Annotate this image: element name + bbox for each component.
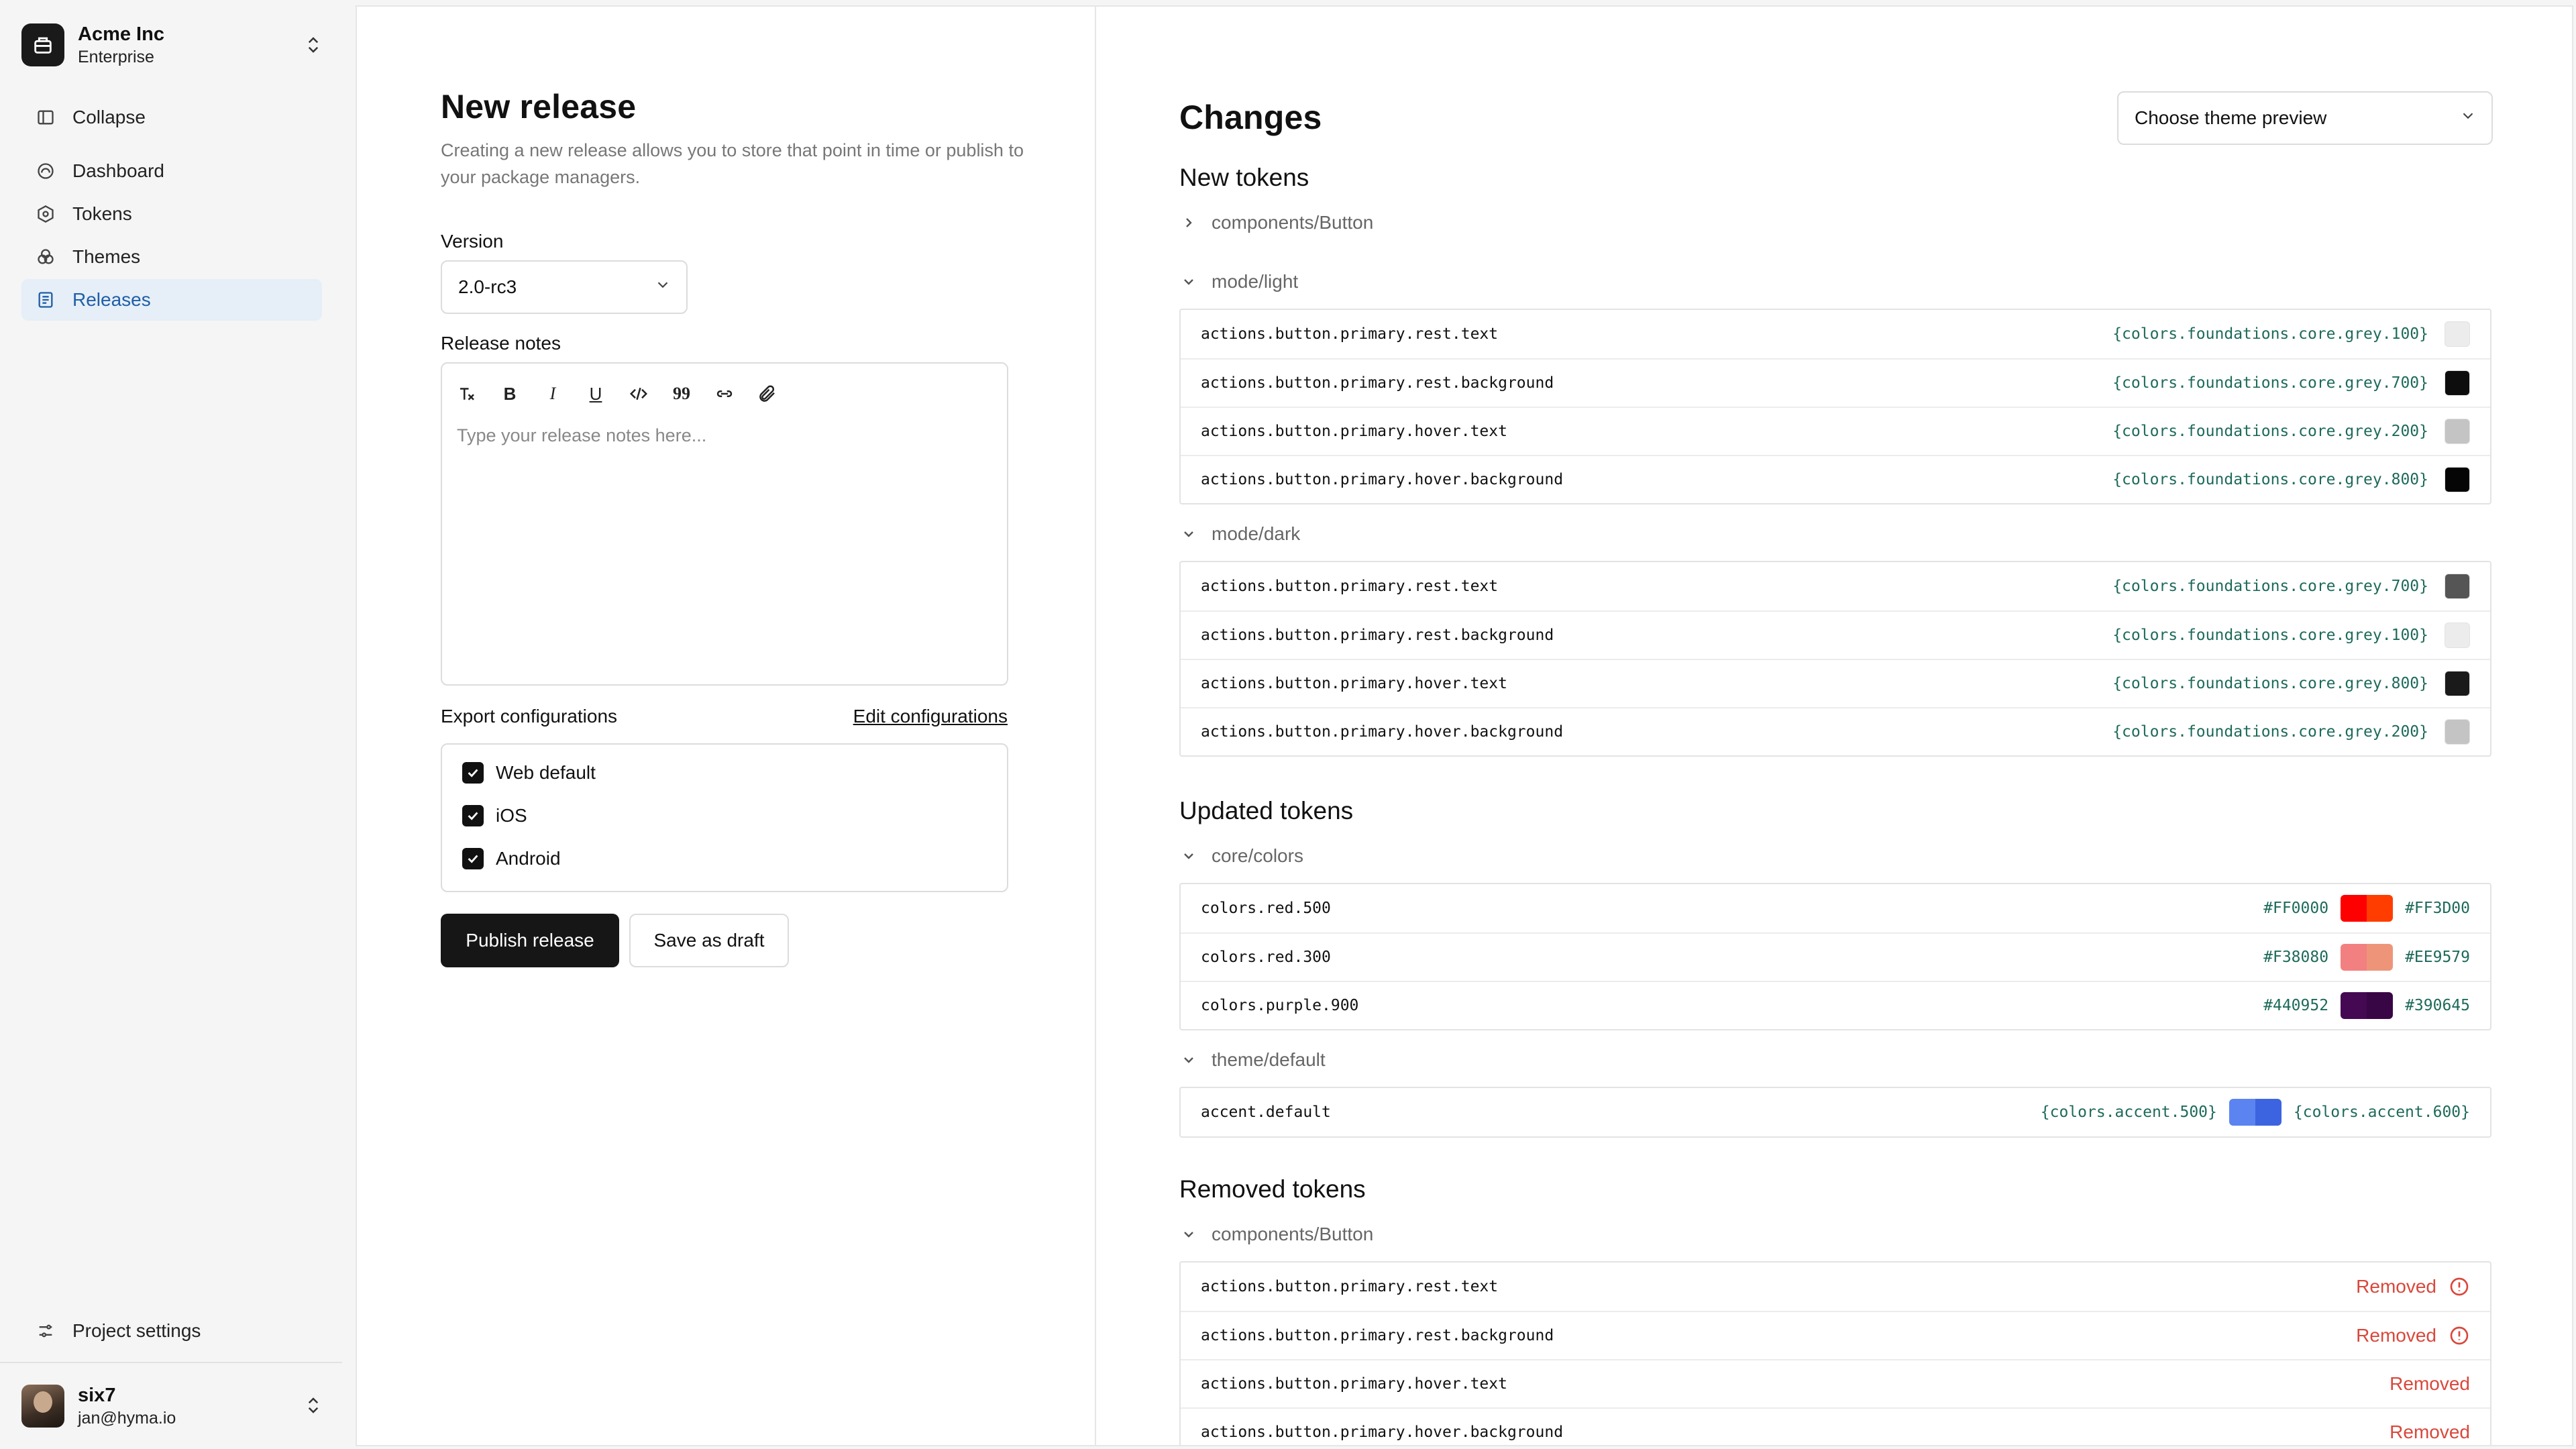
token-name: actions.button.primary.hover.background	[1201, 1424, 1564, 1441]
removed-status: Removed	[2390, 1373, 2470, 1394]
table-row	[1181, 884, 2490, 932]
token-name: actions.button.primary.hover.text	[1201, 423, 1507, 440]
group-name: mode/dark	[1212, 523, 1301, 544]
token-name: actions.button.primary.hover.text	[1201, 675, 1507, 692]
checkbox-checked-icon[interactable]	[462, 805, 484, 826]
token-name: actions.button.primary.rest.background	[1201, 374, 1554, 392]
chevron-down-icon	[1179, 847, 1198, 865]
chevron-updown-icon	[303, 34, 323, 60]
theme-default-table	[1179, 1087, 2491, 1138]
token-name: actions.button.primary.hover.background	[1201, 723, 1564, 741]
token-name: actions.button.primary.rest.text	[1201, 1278, 1499, 1295]
table-row	[1181, 1088, 2490, 1136]
sidebar-item-label: Tokens	[72, 203, 132, 224]
chevron-down-icon	[1179, 1225, 1198, 1244]
table-row	[1181, 562, 2490, 610]
table-row	[1181, 659, 2490, 707]
token-name: actions.button.primary.hover.background	[1201, 471, 1564, 488]
new-value: #EE9579	[2405, 949, 2470, 966]
sidebar-collapse-icon	[35, 107, 56, 128]
color-swatch	[2445, 671, 2470, 696]
notes-placeholder: Type your release notes here...	[457, 425, 707, 445]
save-draft-button[interactable]: Save as draft	[629, 914, 789, 967]
color-swatch	[2445, 574, 2470, 599]
token-name: actions.button.primary.rest.text	[1201, 578, 1499, 595]
edit-configurations-link[interactable]: Edit configurations	[853, 706, 1008, 727]
color-swatch	[2445, 719, 2470, 745]
config-label: Android	[496, 848, 561, 869]
old-value: #FF0000	[2263, 900, 2329, 917]
releases-icon	[35, 289, 56, 311]
avatar	[21, 1385, 64, 1428]
removed-status: Removed	[2390, 1421, 2470, 1442]
checkbox-checked-icon[interactable]	[462, 848, 484, 869]
token-reference: {colors.foundations.core.grey.700}	[2112, 374, 2428, 392]
token-name: accent.default	[1201, 1104, 1331, 1121]
sidebar-item-label: Releases	[72, 289, 151, 310]
sidebar-item-tokens[interactable]	[21, 193, 322, 235]
release-notes-editor[interactable]	[441, 362, 1008, 686]
checkbox-checked-icon[interactable]	[462, 762, 484, 784]
config-android[interactable]	[462, 848, 561, 869]
version-select[interactable]	[441, 260, 688, 314]
collapse-button[interactable]	[21, 97, 322, 138]
user-name: six7	[78, 1385, 116, 1406]
project-settings-button[interactable]	[21, 1310, 322, 1352]
group-mode-dark[interactable]	[1179, 523, 1300, 545]
publish-release-button[interactable]: Publish release	[441, 914, 619, 967]
table-row	[1181, 1311, 2490, 1359]
token-reference: {colors.foundations.core.grey.700}	[2112, 578, 2428, 595]
token-name: actions.button.primary.rest.background	[1201, 627, 1554, 644]
clear-format-icon[interactable]	[455, 382, 478, 405]
new-value: #FF3D00	[2405, 900, 2470, 917]
theme-preview-value: Choose theme preview	[2135, 107, 2327, 128]
token-reference: {colors.foundations.core.grey.200}	[2112, 423, 2428, 440]
group-name: theme/default	[1212, 1049, 1326, 1070]
token-name: colors.purple.900	[1201, 997, 1359, 1014]
token-reference: {colors.foundations.core.grey.200}	[2112, 723, 2428, 741]
color-diff-swatch	[2229, 1099, 2282, 1126]
table-row	[1181, 1407, 2490, 1446]
theme-preview-select[interactable]	[2117, 91, 2493, 145]
color-swatch	[2445, 419, 2470, 444]
changes-panel	[1095, 5, 2573, 1446]
user-email: jan@hyma.io	[78, 1409, 176, 1428]
warning-icon[interactable]	[2449, 1325, 2470, 1346]
table-row	[1181, 1263, 2490, 1311]
old-value: {colors.accent.500}	[2040, 1104, 2217, 1121]
link-icon[interactable]	[713, 382, 736, 405]
warning-icon[interactable]	[2449, 1276, 2470, 1297]
attachment-icon[interactable]	[756, 382, 779, 405]
user-menu[interactable]	[21, 1382, 323, 1430]
color-swatch	[2445, 370, 2470, 396]
token-name: actions.button.primary.hover.text	[1201, 1375, 1507, 1393]
removed-status: Removed	[2356, 1325, 2436, 1346]
chevron-right-icon	[1179, 213, 1198, 232]
table-row	[1181, 707, 2490, 755]
config-web-default[interactable]	[462, 762, 596, 784]
config-label: iOS	[496, 805, 527, 826]
org-logo-icon	[21, 23, 64, 66]
underline-icon[interactable]: U	[589, 383, 602, 404]
settings-sliders-icon	[35, 1320, 56, 1342]
new-tokens-title: New tokens	[1179, 164, 1309, 191]
sidebar-item-dashboard[interactable]	[21, 150, 322, 192]
group-core-colors[interactable]	[1179, 845, 1303, 867]
table-row	[1181, 932, 2490, 981]
sidebar-item-label: Themes	[72, 246, 141, 267]
chevron-down-icon	[2459, 107, 2477, 129]
old-value: #F38080	[2263, 949, 2329, 966]
color-diff-swatch	[2341, 895, 2393, 922]
token-reference: {colors.foundations.core.grey.100}	[2112, 325, 2428, 343]
new-value: #390645	[2405, 997, 2470, 1014]
group-components-button[interactable]	[1179, 212, 1373, 233]
token-reference: {colors.foundations.core.grey.800}	[2112, 675, 2428, 692]
sidebar-item-releases[interactable]	[21, 279, 322, 321]
config-ios[interactable]	[462, 805, 527, 826]
mode-dark-table	[1179, 561, 2491, 757]
bold-icon[interactable]: B	[503, 383, 517, 404]
mode-light-table	[1179, 309, 2491, 504]
token-name: actions.button.primary.rest.background	[1201, 1327, 1554, 1344]
group-theme-default[interactable]	[1179, 1049, 1326, 1071]
org-name: Acme Inc	[78, 23, 164, 45]
table-row	[1181, 358, 2490, 407]
chevron-down-icon	[1179, 1051, 1198, 1069]
table-row	[1181, 310, 2490, 358]
project-settings-label: Project settings	[72, 1320, 201, 1341]
release-form-panel	[356, 5, 1095, 1446]
color-swatch	[2445, 467, 2470, 492]
collapse-label: Collapse	[72, 107, 146, 127]
sidebar-divider	[0, 1362, 342, 1363]
table-row	[1181, 981, 2490, 1029]
version-value: 2.0-rc3	[458, 276, 517, 297]
chevron-down-icon	[654, 276, 672, 299]
export-label: Export configurations	[441, 706, 618, 727]
group-removed-components-button[interactable]	[1179, 1224, 1373, 1245]
group-name: mode/light	[1212, 271, 1299, 292]
token-name: actions.button.primary.rest.text	[1201, 325, 1499, 343]
chevron-down-icon	[1179, 525, 1198, 543]
token-name: colors.red.300	[1201, 949, 1331, 966]
dashboard-icon	[35, 160, 56, 182]
notes-label: Release notes	[441, 333, 561, 354]
group-name: components/Button	[1212, 212, 1374, 233]
removed-tokens-table	[1179, 1261, 2491, 1446]
table-row	[1181, 407, 2490, 455]
color-diff-swatch	[2341, 944, 2393, 971]
token-name: colors.red.500	[1201, 900, 1331, 917]
sidebar-item-themes[interactable]	[21, 236, 322, 278]
themes-icon	[35, 246, 56, 268]
editor-toolbar	[455, 382, 779, 405]
color-swatch	[2445, 321, 2470, 347]
export-configurations-list	[441, 743, 1008, 892]
group-name: components/Button	[1212, 1224, 1374, 1244]
group-mode-light[interactable]	[1179, 271, 1298, 292]
table-row	[1181, 455, 2490, 503]
group-name: core/colors	[1212, 845, 1303, 866]
quote-icon[interactable]: 99	[673, 384, 690, 403]
org-switcher[interactable]	[21, 21, 323, 68]
color-diff-swatch	[2341, 992, 2393, 1019]
color-swatch	[2445, 623, 2470, 648]
updated-tokens-title: Updated tokens	[1179, 797, 1354, 824]
italic-icon[interactable]: I	[549, 384, 556, 403]
new-value: {colors.accent.600}	[2293, 1104, 2470, 1121]
table-row	[1181, 610, 2490, 659]
token-reference: {colors.foundations.core.grey.100}	[2112, 627, 2428, 644]
removed-tokens-title: Removed tokens	[1179, 1175, 1366, 1203]
chevron-down-icon	[1179, 272, 1198, 291]
tokens-icon	[35, 203, 56, 225]
page-title: New release	[441, 88, 637, 125]
sidebar	[0, 0, 352, 1449]
chevron-updown-icon	[303, 1394, 323, 1420]
changes-title: Changes	[1179, 99, 1322, 136]
token-reference: {colors.foundations.core.grey.800}	[2112, 471, 2428, 488]
removed-status: Removed	[2356, 1276, 2436, 1297]
org-plan: Enterprise	[78, 48, 154, 66]
sidebar-item-label: Dashboard	[72, 160, 164, 181]
code-icon[interactable]	[627, 382, 650, 405]
table-row	[1181, 1359, 2490, 1407]
old-value: #440952	[2263, 997, 2329, 1014]
config-label: Web default	[496, 762, 596, 783]
page-description: Creating a new release allows you to store that point in time or publish to your package managers.	[441, 140, 1024, 187]
version-label: Version	[441, 231, 504, 252]
core-colors-table	[1179, 883, 2491, 1030]
